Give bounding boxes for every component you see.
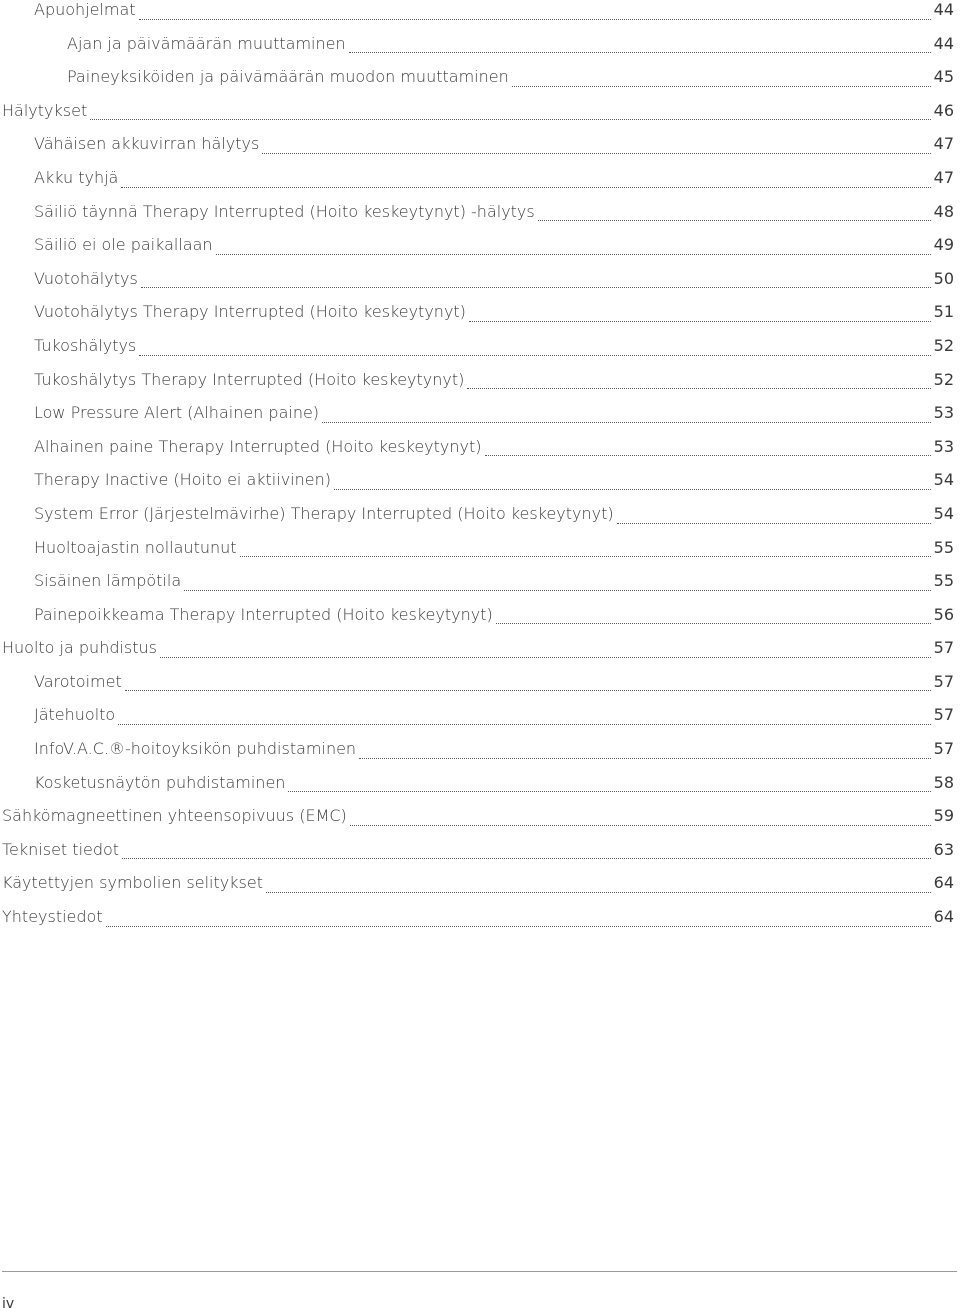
toc-entry-page: 46 [933,100,954,120]
toc-dot-leader [90,118,930,120]
toc-dot-leader [139,354,930,356]
toc-entry-title: Jätehuolto [34,705,116,725]
toc-dot-leader [350,824,931,826]
toc-entry-title: Käytettyjen symbolien selitykset [2,873,263,893]
toc-entry[interactable] [0,739,958,773]
toc-entry[interactable] [0,302,958,336]
toc-entry[interactable] [0,806,958,840]
toc-entry-page: 58 [933,772,954,792]
toc-entry[interactable] [0,403,958,437]
toc-entry-title: Tukoshälytys [34,335,137,355]
toc-dot-leader [125,689,931,691]
toc-entry-title: InfoV.A.C.®-hoitoyksikön puhdistaminen [34,739,357,759]
toc-entry[interactable] [0,101,958,135]
toc-entry[interactable] [0,0,958,34]
toc-entry-title: Apuohjelmat [34,0,136,19]
toc-entry-page: 47 [933,167,954,187]
toc-entry-page: 49 [933,235,954,255]
toc-entry-title: Sähkömagneettinen yhteensopivuus (EMC) [2,806,347,826]
toc-entry[interactable] [0,705,958,739]
toc-entry[interactable] [0,672,958,706]
toc-entry-page: 47 [933,134,954,154]
toc-entry-page: 51 [933,302,954,322]
toc-dot-leader [262,152,930,154]
toc-entry-title: Akku tyhjä [34,167,119,187]
toc-entry[interactable] [0,605,958,639]
toc-entry-title: Varotoimet [34,671,122,691]
toc-entry[interactable] [0,538,958,572]
toc-entry[interactable] [0,638,958,672]
toc-entry[interactable] [0,269,958,303]
toc-dot-leader [118,723,930,725]
toc-entry-page: 44 [933,33,954,53]
toc-entry-title: Säiliö ei ole paikallaan [34,235,213,255]
toc-dot-leader [266,891,931,893]
toc-entry-page: 64 [933,907,954,927]
toc-entry-page: 52 [933,369,954,389]
toc-dot-leader [467,387,930,389]
toc-entry-title: Tukoshälytys Therapy Interrupted (Hoito keskeytynyt) [34,369,465,389]
toc-entry-title: Tekniset tiedot [2,839,120,859]
toc-dot-leader [139,18,931,20]
toc-dot-leader [512,85,931,87]
toc-entry[interactable] [0,336,958,370]
toc-entry-title: Vuotohälytys [34,268,138,288]
toc-dot-leader [485,454,931,456]
toc-entry[interactable] [0,67,958,101]
toc-entry-page: 57 [933,739,954,759]
toc-entry[interactable] [0,773,958,807]
toc-entry-page: 54 [933,503,954,523]
toc-entry-page: 63 [933,839,954,859]
toc-entry[interactable] [0,873,958,907]
toc-entry-page: 52 [933,335,954,355]
toc-entry-title: System Error (Järjestelmävirhe) Therapy Interrupted (Hoito keskeytynyt) [34,503,614,523]
toc-entry[interactable] [0,571,958,605]
toc-entry-title: Therapy Inactive (Hoito ei aktiivinen) [34,470,331,490]
toc-entry-title: Huolto ja puhdistus [2,638,158,658]
toc-dot-leader [160,656,931,658]
toc-dot-leader [469,320,931,322]
toc-dot-leader [359,757,931,759]
toc-entry-title: Low Pressure Alert (Alhainen paine) [34,403,320,423]
toc-entry-title: Huoltoajastin nollautunut [34,537,237,557]
toc-dot-leader [216,253,931,255]
toc-entry-title: Paineyksiköiden ja päivämäärän muodon muuttaminen [67,67,509,87]
toc-dot-leader [349,51,931,53]
toc-entry-title: Kosketusnäytön puhdistaminen [34,772,286,792]
toc-entry-page: 54 [933,470,954,490]
toc-entry[interactable] [0,907,958,941]
toc-entry-page: 59 [933,806,954,826]
toc-entry-page: 56 [933,604,954,624]
toc-entry-title: Vähäisen akkuvirran hälytys [34,134,260,154]
toc-entry-page: 53 [933,403,954,423]
toc-entry[interactable] [0,134,958,168]
toc-dot-leader [538,219,931,221]
toc-dot-leader [122,857,931,859]
toc-entry-title: Hälytykset [2,100,88,120]
toc-entry[interactable] [0,470,958,504]
toc-entry-page: 44 [933,0,954,19]
toc-dot-leader [106,925,931,927]
toc-entry-title: Säiliö täynnä Therapy Interrupted (Hoito keskeytynyt) -hälytys [34,201,535,221]
toc-entry-page: 48 [933,201,954,221]
toc-entry-page: 57 [933,671,954,691]
toc-dot-leader [617,522,931,524]
toc-entry-title: Vuotohälytys Therapy Interrupted (Hoito keskeytynyt) [34,302,466,322]
toc-entry-page: 50 [933,268,954,288]
toc-entry[interactable] [0,202,958,236]
toc-entry-title: Alhainen paine Therapy Interrupted (Hoito keskeytynyt) [34,436,482,456]
toc-entry[interactable] [0,437,958,471]
toc-dot-leader [240,555,931,557]
toc-dot-leader [184,589,930,591]
toc-dot-leader [141,286,931,288]
toc-entry-page: 55 [933,571,954,591]
toc-dot-leader [334,488,931,490]
toc-entry-page: 57 [933,638,954,658]
toc-entry[interactable] [0,235,958,269]
toc-entry-page: 53 [933,436,954,456]
toc-entry-title: Sisäinen lämpötila [34,571,182,591]
page-number: iv [2,1296,15,1312]
toc-entry[interactable] [0,34,958,68]
toc-dot-leader [322,421,931,423]
toc-entry[interactable] [0,504,958,538]
toc-entry-title: Ajan ja päivämäärän muuttaminen [67,33,346,53]
toc-entry[interactable] [0,168,958,202]
toc-entry[interactable] [0,370,958,404]
toc-entry[interactable] [0,840,958,874]
toc-dot-leader [496,622,931,624]
toc-entry-title: Yhteystiedot [2,907,103,927]
toc-entry-page: 64 [933,873,954,893]
footer-divider [2,1271,957,1272]
toc-dot-leader [121,186,930,188]
toc-entry-page: 55 [933,537,954,557]
toc-entry-title: Painepoikkeama Therapy Interrupted (Hoito keskeytynyt) [34,604,493,624]
toc-dot-leader [288,790,930,792]
toc-entry-page: 45 [933,67,954,87]
toc-entry-page: 57 [933,705,954,725]
